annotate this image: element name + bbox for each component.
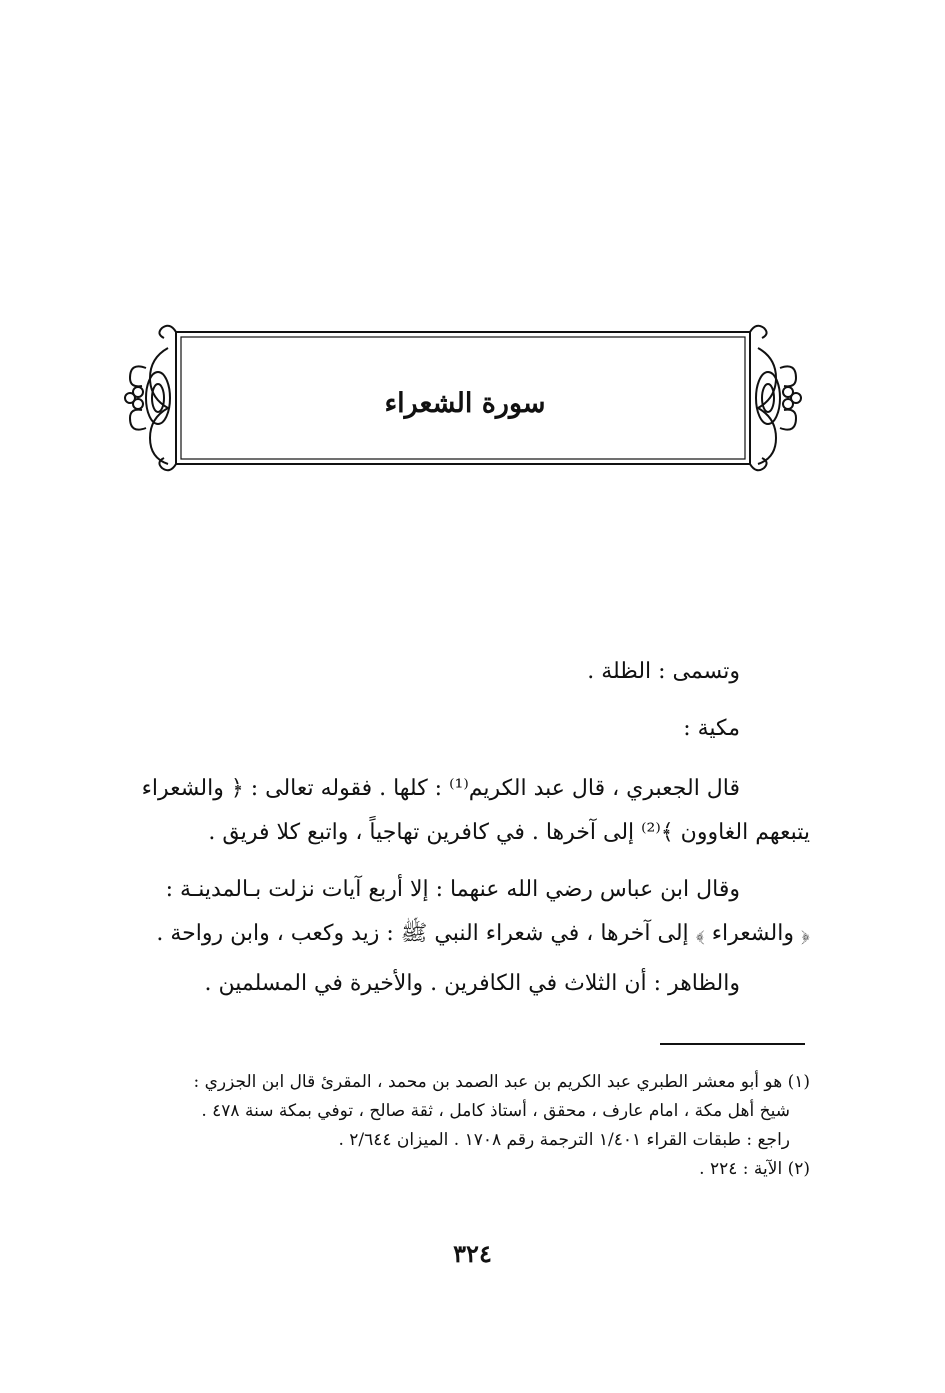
surah-title: سورة الشعراء [384, 388, 546, 419]
makki-text: مكية : [683, 716, 740, 741]
paragraph-conclusion-text: والظاهر : أن الثلاث في الكافرين . والأخيرة في المسلمين . [204, 971, 740, 996]
paragraph-ibn-abbas [108, 868, 810, 956]
paragraph-ibn-abbas-line-1: وقال ابن عباس رضي الله عنهما : إلا أربع آيات نزلت بـالمدينـة : [165, 877, 740, 902]
paragraph-jabari-line-2: يتبعهم الغاوون ﴾⁽²⁾ إلى آخرها . في كافرين تهاجياً ، واتبع كلا فريق . [208, 820, 810, 845]
footnote-1-line-3: راجع : طبقات القراء ١/٤٠١ الترجمة رقم ١٧٠٨ . الميزان ٢/٦٤٤ . [338, 1130, 790, 1150]
alt-name-text: وتسمى : الظلة . [587, 659, 740, 684]
paragraph-jabari [108, 767, 810, 855]
paragraph-jabari-line-1: قال الجعبري ، قال عبد الكريم⁽¹⁾ : كلها . فقوله تعالى : ﴿ والشعراء [141, 776, 740, 801]
footnote-1-line-1: (١) هو أبو معشر الطبري عبد الكريم بن عبد الصمد بن محمد ، المقرئ قال ابن الجزري : [193, 1072, 810, 1092]
makki-line [108, 707, 810, 751]
paragraph-ibn-abbas-line-2: ﴿ والشعراء ﴾ إلى آخرها ، في شعراء النبي ﷺ : زيد وكعب ، وابن رواحة . [156, 921, 810, 946]
footnotes [108, 1068, 810, 1184]
page-number: ٣٢٤ [453, 1239, 492, 1268]
paragraph-conclusion [108, 962, 810, 1006]
footnote-divider [660, 1043, 805, 1045]
footnote-2: (٢) الآية : ٢٢٤ . [699, 1159, 810, 1179]
alt-name-line [108, 650, 810, 694]
footnote-1-line-2: شيخ أهل مكة ، امام عارف ، محقق ، أستاذ كامل ، ثقة صالح ، توفي بمكة سنة ٤٧٨ . [201, 1101, 790, 1121]
